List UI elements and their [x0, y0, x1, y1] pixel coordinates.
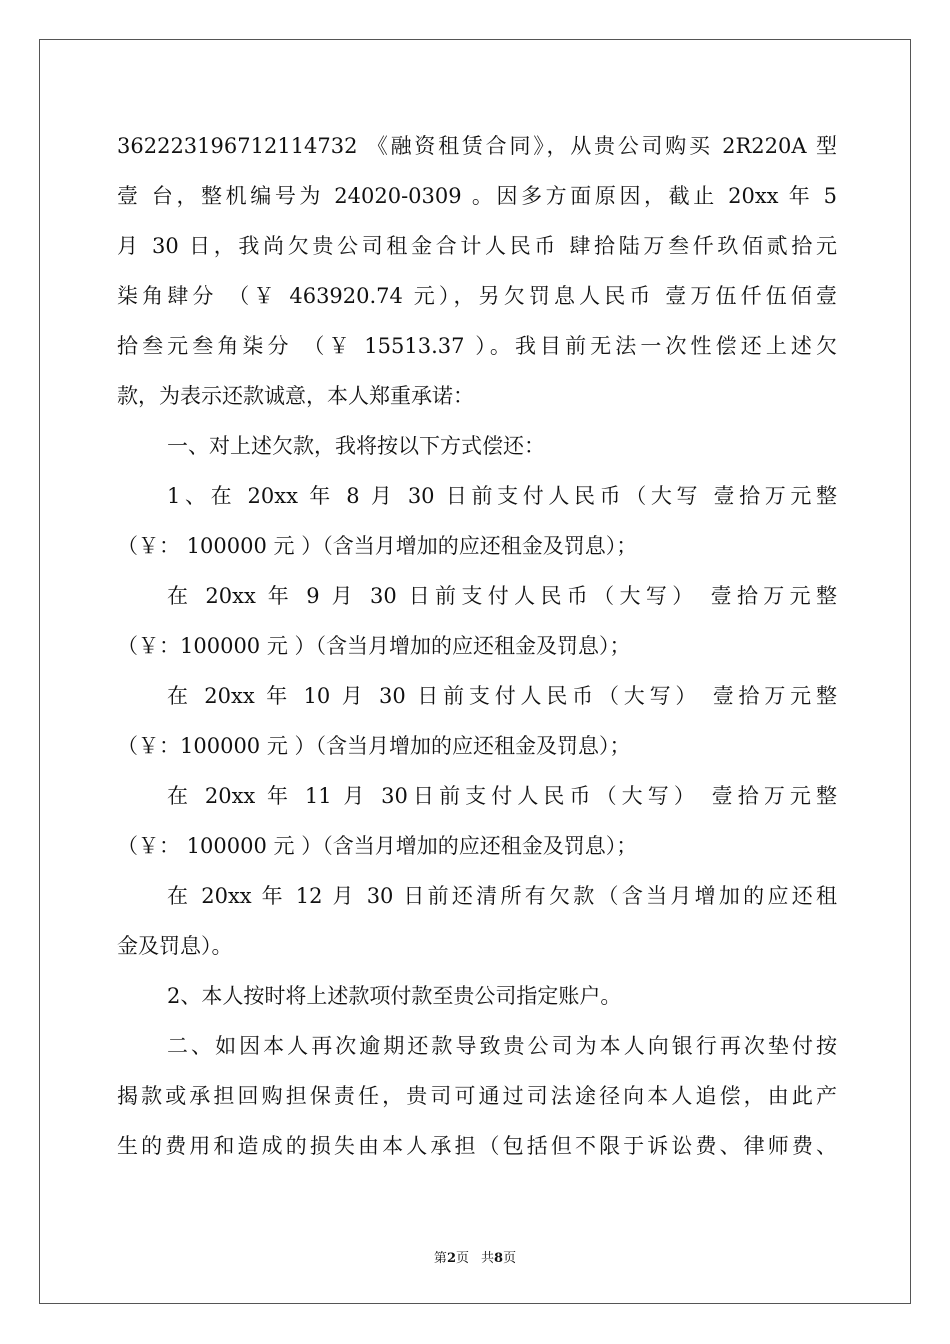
footer-page-suffix: 页 — [455, 1251, 469, 1266]
text-line: 二、如因本人再次逾期还款导致贵公司为本人向银行再次垫付按 — [167, 1034, 837, 1058]
text-line: （￥： 100000 元 ）（含当月增加的应还租金及罚息）； — [117, 834, 638, 858]
page-footer — [0, 1247, 950, 1266]
text-line: （￥： 100000 元 ）（含当月增加的应还租金及罚息）； — [117, 534, 638, 558]
text-line: 生的费用和造成的损失由本人承担（包括但不限于诉讼费、律师费、 — [117, 1134, 837, 1158]
text-line: 柒角肆分 （￥ 463920.74 元），另欠罚息人民币 壹万伍仟伍佰壹 — [117, 284, 837, 308]
text-line: 金及罚息）。 — [117, 934, 233, 958]
footer-total-suffix: 页 — [503, 1251, 517, 1266]
footer-page-number: 2 — [446, 1251, 456, 1266]
footer-total-prefix: 共 — [481, 1251, 495, 1266]
text-line: 2、本人按时将上述款项付款至贵公司指定账户。 — [167, 984, 622, 1008]
footer-page-prefix: 第 — [433, 1251, 447, 1266]
text-line: （￥：100000 元 ）（含当月增加的应还租金及罚息）； — [117, 634, 631, 658]
text-line: 揭款或承担回购担保责任，贵司可通过司法途径向本人追偿，由此产 — [117, 1084, 837, 1108]
text-line: 362223196712114732 《融资租赁合同》，从贵公司购买 2R220A 型 — [117, 134, 837, 158]
text-line: （￥：100000 元 ）（含当月增加的应还租金及罚息）； — [117, 734, 631, 758]
text-line: 1、在 20xx 年 8 月 30 日前支付人民币（大写 壹拾万元整 — [167, 484, 837, 508]
text-line: 款，为表示还款诚意，本人郑重承诺： — [117, 384, 474, 408]
text-line: 月 30 日，我尚欠贵公司租金合计人民币 肆拾陆万叁仟玖佰贰拾元 — [117, 234, 837, 258]
footer-total-pages: 8 — [494, 1251, 504, 1266]
text-line: 在 20xx 年 10 月 30 日前支付人民币（大写） 壹拾万元整 — [167, 684, 837, 708]
text-line: 在 20xx 年 11 月 30日前支付人民币（大写） 壹拾万元整 — [167, 784, 837, 808]
text-line: 壹 台，整机编号为 24020-0309 。因多方面原因，截止 20xx 年 5 — [117, 184, 837, 208]
text-line: 拾叁元叁角柒分 （￥ 15513.37 ）。我目前无法一次性偿还上述欠 — [117, 334, 837, 358]
text-line: 一、对上述欠款，我将按以下方式偿还： — [167, 434, 545, 458]
document-body — [117, 128, 837, 1178]
text-line: 在 20xx 年 12 月 30 日前还清所有欠款（含当月增加的应还租 — [167, 884, 837, 908]
text-line: 在 20xx 年 9 月 30 日前支付人民币（大写） 壹拾万元整 — [167, 584, 837, 608]
